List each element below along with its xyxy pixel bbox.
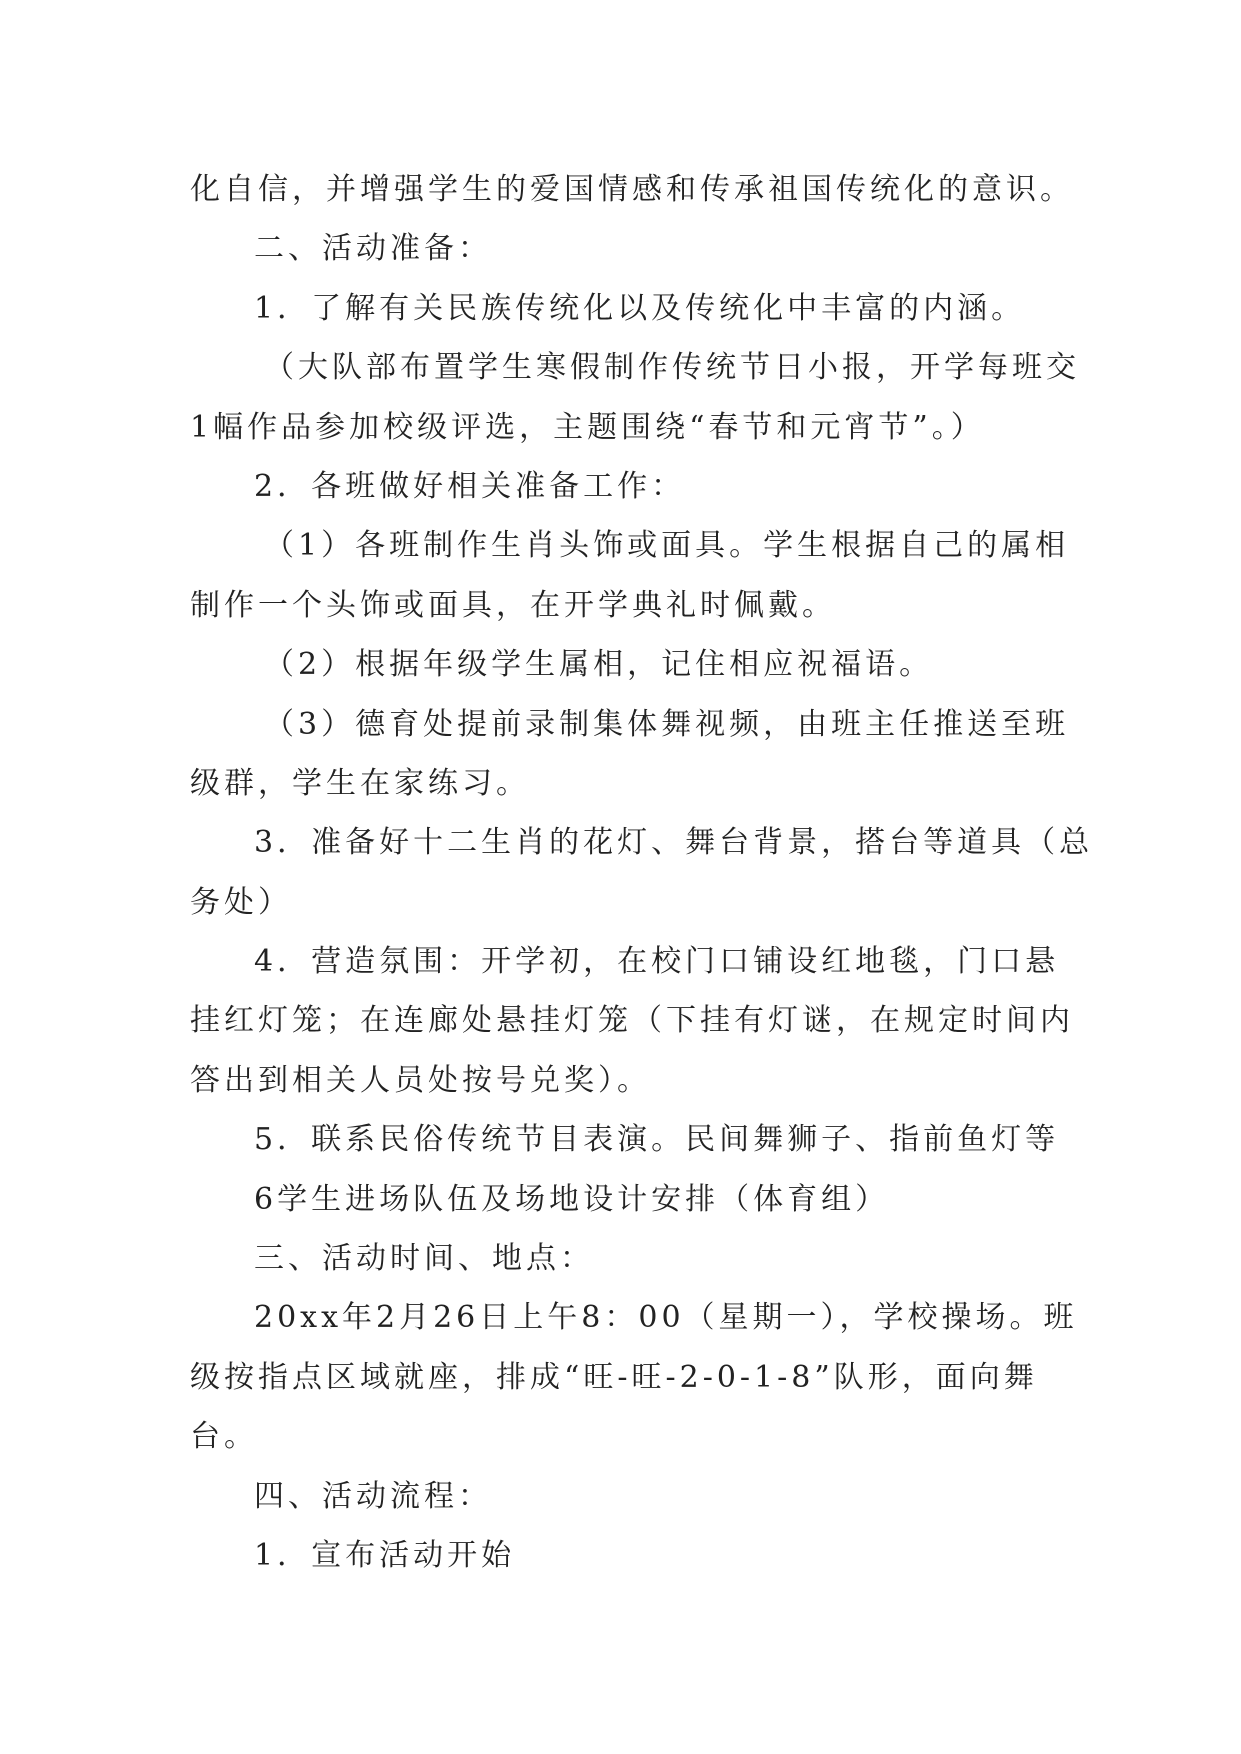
text-line: 化自信，并增强学生的爱国情感和传承祖国传统化的意识。 — [190, 172, 1074, 207]
text-line: （大队部布置学生寒假制作传统节日小报，开学每班交 — [264, 350, 1080, 386]
text-line: （2）根据年级学生属相，记住相应祝福语。 — [264, 647, 934, 683]
text-line: 级按指点区域就座，排成“旺-旺-2-0-1-8”队形，面向舞 — [190, 1359, 1038, 1395]
text-line: 务处） — [190, 884, 292, 920]
text-line: 3．准备好十二生肖的花灯、舞台背景，搭台等道具（总 — [254, 825, 1094, 861]
text-line: 20xx年2月26日上午8：00（星期一），学校操场。班 — [254, 1300, 1078, 1336]
text-line: 6学生进场队伍及场地设计安排（体育组） — [254, 1181, 890, 1217]
section-heading: 三、活动时间、地点： — [254, 1241, 594, 1277]
text-line: 台。 — [190, 1419, 258, 1455]
text-line: 答出到相关人员处按号兑奖）。 — [190, 1062, 651, 1098]
text-line: 挂红灯笼；在连廊处悬挂灯笼（下挂有灯谜，在规定时间内 — [190, 1003, 1074, 1039]
text-line: 级群，学生在家练习。 — [190, 765, 530, 801]
text-line: 1．了解有关民族传统化以及传统化中丰富的内涵。 — [254, 290, 1026, 326]
text-line: （1）各班制作生肖头饰或面具。学生根据自己的属相 — [264, 528, 1070, 564]
text-line: 4．营造氛围：开学初，在校门口铺设红地毯，门口悬 — [254, 944, 1060, 980]
text-line: （3）德育处提前录制集体舞视频，由班主任推送至班 — [264, 706, 1070, 742]
section-heading: 四、活动流程： — [254, 1478, 492, 1514]
text-line: 1．宣布活动开始 — [254, 1537, 516, 1573]
section-heading: 二、活动准备： — [254, 231, 492, 267]
text-line: 2．各班做好相关准备工作： — [254, 468, 686, 504]
text-line: 5．联系民俗传统节目表演。民间舞狮子、指前鱼灯等 — [254, 1122, 1060, 1158]
text-line: 制作一个头饰或面具，在开学典礼时佩戴。 — [190, 587, 836, 623]
document-body — [190, 160, 1094, 1585]
text-line: 1幅作品参加校级评选，主题围绕“春节和元宵节”。） — [190, 409, 985, 445]
